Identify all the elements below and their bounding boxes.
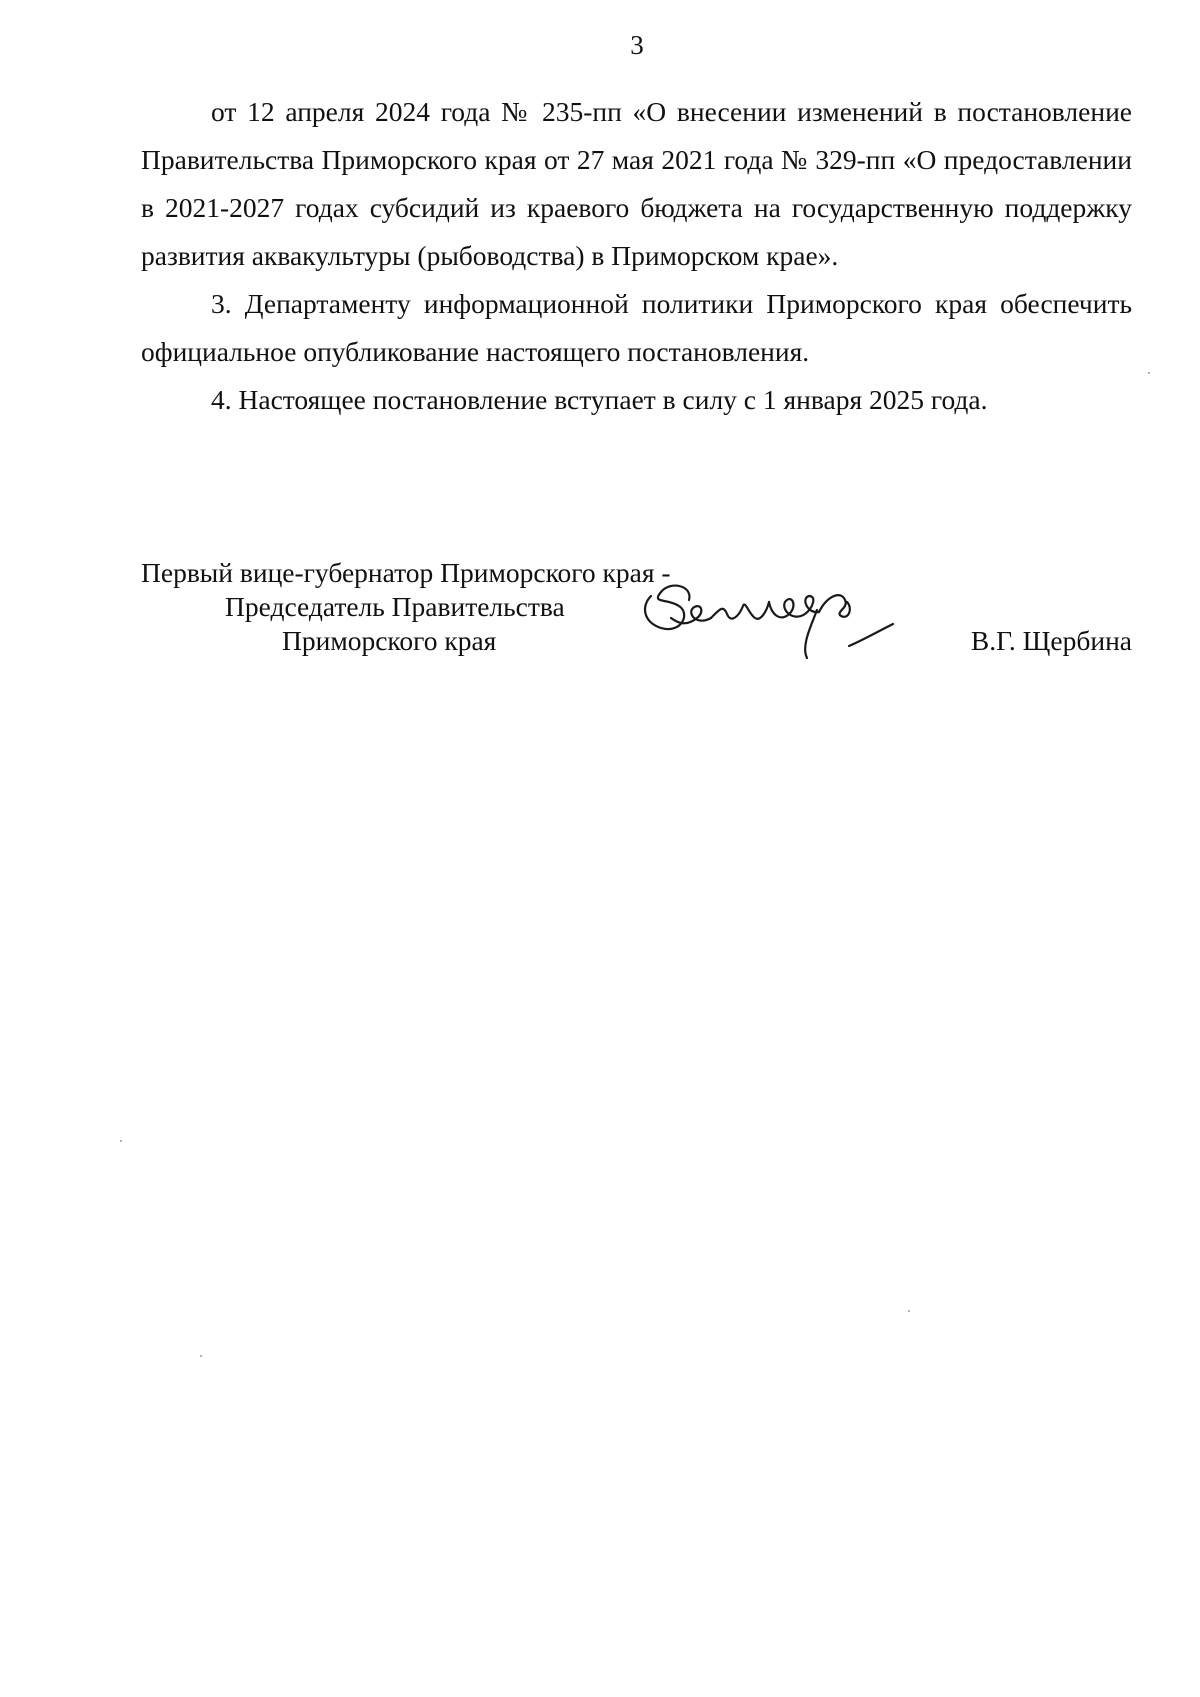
signature-block (141, 556, 1132, 676)
scan-speck (120, 1140, 122, 1142)
signatory-title-line-2: Председатель Правительства (225, 591, 565, 622)
signatory-name: В.Г. Щербина (970, 625, 1132, 656)
signatory-title-line-3: Приморского края (282, 625, 497, 656)
page-number: 3 (630, 30, 644, 60)
handwritten-signature (631, 566, 921, 676)
scan-speck (908, 1310, 910, 1312)
scan-speck (200, 1355, 202, 1357)
document-body (141, 88, 1132, 424)
signatory-title-line-1: Первый вице-губернатор Приморского края - (141, 557, 671, 588)
paragraph-item-3: 3. Департаменту информационной политики Приморского края обеспечить официальное опубликование настоящего постановления. (141, 288, 1132, 367)
paragraph-item-4: 4. Настоящее постановление вступает в силу с 1 января 2025 года. (211, 384, 988, 415)
paragraph-continuation: от 12 апреля 2024 года № 235-пп «О внесении изменений в постановление Правительства Приморского края от 27 мая 2021 года № 329-пп «О предоставлении в 2021-2027 годах субсидий из краевого бюджета на государственную поддержку развития аквакультуры (рыбоводства) в Приморском крае». (141, 96, 1132, 271)
scan-speck (1148, 372, 1150, 374)
